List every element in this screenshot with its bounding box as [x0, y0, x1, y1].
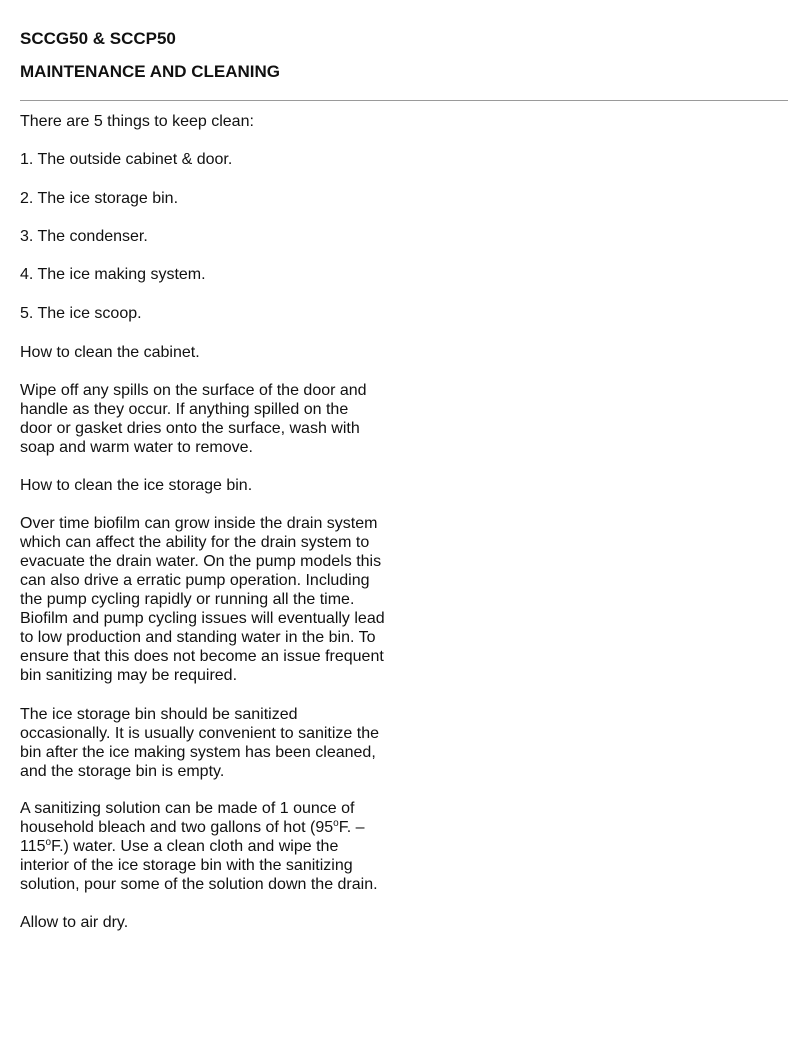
paragraph-line: solution, pour some of the solution down the drain. [20, 876, 378, 893]
degree-symbol: o [333, 818, 339, 829]
paragraph-line: and the storage bin is empty. [20, 763, 225, 780]
degree-symbol: o [45, 837, 52, 848]
solution-paragraph [20, 799, 420, 894]
paragraph-line: Over time biofilm can grow inside the drain system [20, 515, 378, 532]
paragraph-line: interior of the ice storage bin with the sanitizing [20, 857, 353, 874]
list-item: 1. The outside cabinet & door. [20, 151, 233, 168]
text-segment: 115 [20, 838, 46, 855]
biofilm-paragraph [20, 514, 420, 685]
paragraph-line: door or gasket dries onto the surface, wash with [20, 420, 360, 437]
paragraph-line: soap and warm water to remove. [20, 439, 253, 456]
bin-heading: How to clean the ice storage bin. [20, 477, 253, 494]
cabinet-heading: How to clean the cabinet. [20, 344, 200, 361]
text-segment: household bleach and two gallons of hot (95 [20, 819, 334, 836]
air-dry-text: Allow to air dry. [20, 914, 129, 931]
paragraph-line: can also drive a erratic pump operation. Including [20, 572, 370, 589]
paragraph-line: handle as they occur. If anything spilled on the [20, 401, 349, 418]
paragraph-line [20, 837, 420, 856]
paragraph-line: bin after the ice making system has been cleaned, [20, 744, 376, 761]
paragraph-line [20, 818, 420, 837]
paragraph-line: to low production and standing water in the bin. To [20, 629, 376, 646]
text-segment: F. – [338, 819, 365, 836]
list-item: 3. The condenser. [20, 228, 148, 245]
paragraph-line: the pump cycling rapidly or running all the time. [20, 591, 355, 608]
paragraph-line: A sanitizing solution can be made of 1 ounce of [20, 800, 355, 817]
text-segment: F.) water. Use a clean cloth and wipe the [51, 838, 339, 855]
paragraph-line: The ice storage bin should be sanitized [20, 706, 298, 723]
paragraph-line: evacuate the drain water. On the pump models this [20, 553, 382, 570]
paragraph-line: Biofilm and pump cycling issues will eventually lead [20, 610, 385, 627]
list-item: 5. The ice scoop. [20, 305, 142, 322]
list-item: 4. The ice making system. [20, 266, 206, 283]
section-title: MAINTENANCE AND CLEANING [20, 62, 281, 81]
paragraph-line: occasionally. It is usually convenient to sanitize the [20, 725, 380, 742]
paragraph-line: Wipe off any spills on the surface of the door and [20, 382, 367, 399]
cabinet-paragraph [20, 381, 420, 457]
list-item: 2. The ice storage bin. [20, 190, 179, 207]
sanitize-paragraph [20, 705, 420, 781]
model-heading: SCCG50 & SCCP50 [20, 29, 176, 48]
intro-text: There are 5 things to keep clean: [20, 113, 254, 130]
header-divider [20, 100, 788, 101]
paragraph-line: which can affect the ability for the drain system to [20, 534, 370, 551]
paragraph-line: ensure that this does not become an issue frequent [20, 648, 384, 665]
paragraph-line: bin sanitizing may be required. [20, 667, 238, 684]
